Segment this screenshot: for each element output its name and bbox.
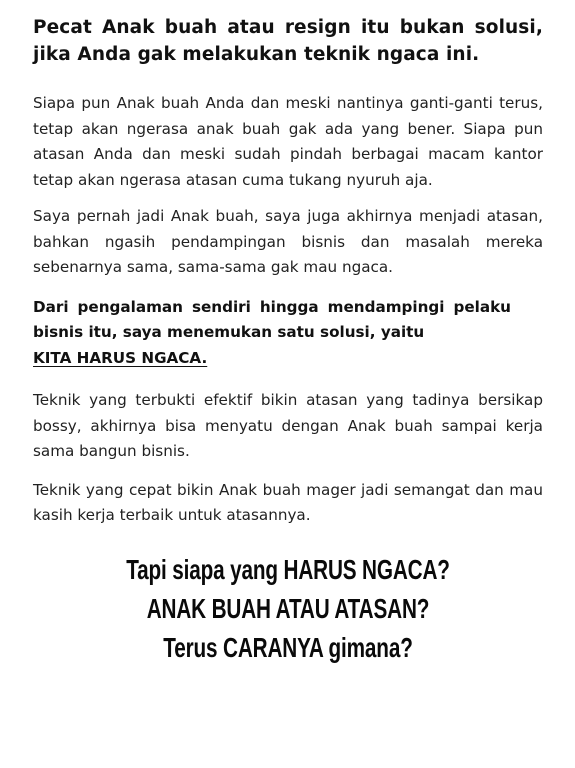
closing-line-3: Terus CARANYA gimana? (163, 631, 413, 663)
paragraph-3: Teknik yang terbukti efektif bikin atasan yang tadinya bersikap bossy, akhirnya bisa menyatu dengan Anak buah sampai kerja sama bangun bisnis. (33, 391, 543, 460)
paragraph-2: Saya pernah jadi Anak buah, saya juga akhirnya menjadi atasan, bahkan ngasih pendampingan bisnis dan masalah mereka sebenarnya sama, sama-sama gak mau ngaca. (33, 207, 543, 276)
paragraph-4: Teknik yang cepat bikin Anak buah mager jadi semangat dan mau kasih kerja terbaik untuk atasannya. (33, 480, 543, 524)
closing-questions (99, 550, 476, 667)
closing-line-2: ANAK BUAH ATAU ATASAN? (146, 592, 430, 624)
closing-line-1: Tapi siapa yang HARUS NGACA? (126, 553, 450, 585)
emphasis-block (33, 295, 511, 372)
emphasis-lead: Dari pengalaman sendiri hingga mendampingi pelaku bisnis itu, saya menemukan satu solusi, yaitu (33, 297, 511, 341)
document-page (33, 14, 543, 667)
emphasis-underlined: KITA HARUS NGACA. (33, 348, 208, 367)
headline: Pecat Anak buah atau resign itu bukan solusi, jika Anda gak melakukan teknik ngaca ini. (33, 17, 543, 65)
paragraph-1: Siapa pun Anak buah Anda dan meski nantinya ganti-ganti terus, tetap akan ngerasa anak buah gak ada yang bener. Siapa pun atasan Anda dan meski sudah pindah berbagai macam kantor tetap akan ngerasa atasan cuma tukang nyuruh aja. (33, 94, 543, 189)
